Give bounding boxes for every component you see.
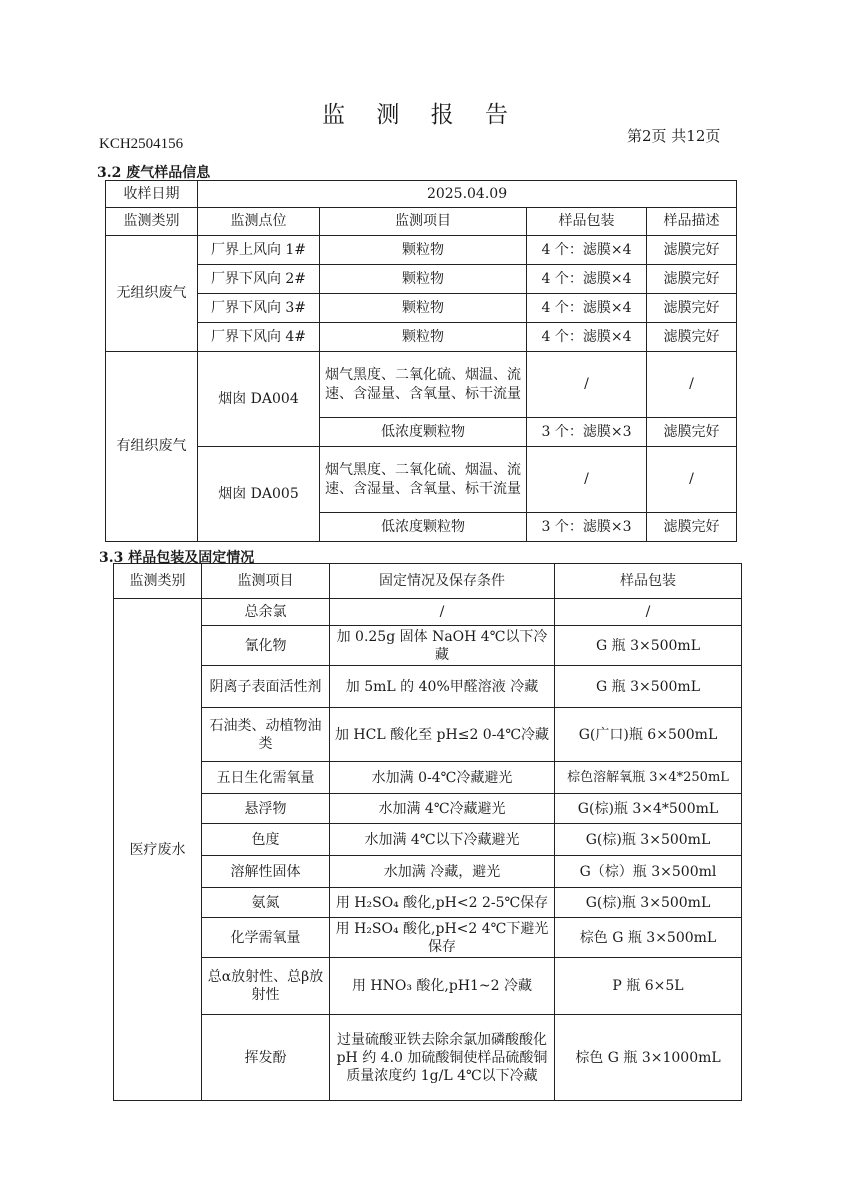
- package-cell: 3 个：滤膜×3: [527, 513, 647, 542]
- item-cell: 氰化物: [202, 626, 330, 666]
- package-cell: G(棕)瓶 3×500mL: [555, 824, 742, 856]
- item-cell: 颗粒物: [320, 294, 527, 323]
- column-header: 样品描述: [647, 208, 737, 236]
- point-cell: 厂界下风向 2#: [198, 265, 320, 294]
- table-row: [114, 918, 742, 958]
- table-header-row: [114, 564, 742, 599]
- package-cell: 棕色 G 瓶 3×1000mL: [555, 1015, 742, 1101]
- table-row: [106, 236, 737, 265]
- item-cell: 低浓度颗粒物: [320, 418, 527, 447]
- item-cell: 总α放射性、总β放射性: [202, 958, 330, 1015]
- package-cell: /: [555, 599, 742, 626]
- package-cell: 4 个：滤膜×4: [527, 323, 647, 352]
- table-row: [114, 599, 742, 626]
- table-row: [106, 265, 737, 294]
- desc-cell: /: [647, 352, 737, 418]
- report-title: 监 测 报 告: [322, 102, 520, 128]
- package-cell: G(棕)瓶 3×500mL: [555, 888, 742, 918]
- package-cell: G 瓶 3×500mL: [555, 666, 742, 708]
- condition-cell: /: [330, 599, 555, 626]
- item-cell: 颗粒物: [320, 265, 527, 294]
- table-row: [114, 824, 742, 856]
- item-cell: 溶解性固体: [202, 856, 330, 888]
- column-header: 监测类别: [114, 564, 202, 599]
- condition-cell: 用 H₂SO₄ 酸化,pH<2 4℃下避光保存: [330, 918, 555, 958]
- item-cell: 阴离子表面活性剂: [202, 666, 330, 708]
- column-header: 样品包装: [527, 208, 647, 236]
- item-cell: 烟气黑度、二氧化硫、烟温、流速、含湿量、含氧量、标干流量: [320, 447, 527, 513]
- package-cell: G(广口)瓶 6×500mL: [555, 708, 742, 762]
- table-row: [106, 352, 737, 418]
- table-row: [114, 856, 742, 888]
- table-row: [114, 666, 742, 708]
- section-title-exhaust-gas: 3.2 废气样品信息: [97, 165, 211, 181]
- table-row: [106, 323, 737, 352]
- condition-cell: 过量硫酸亚铁去除余氯加磷酸酸化 pH 约 4.0 加硫酸铜使样品硫酸铜质量浓度约 1g/L 4℃以下冷藏: [330, 1015, 555, 1101]
- condition-cell: 水加满 0-4℃冷藏避光: [330, 762, 555, 794]
- column-header: 监测点位: [198, 208, 320, 236]
- sample-packaging-table: [113, 563, 742, 1101]
- desc-cell: 滤膜完好: [647, 294, 737, 323]
- condition-cell: 水加满 4℃冷藏避光: [330, 794, 555, 824]
- package-cell: 4 个：滤膜×4: [527, 236, 647, 265]
- item-cell: 烟气黑度、二氧化硫、烟温、流速、含湿量、含氧量、标干流量: [320, 352, 527, 418]
- page-info: 第2页 共12页: [627, 127, 721, 145]
- point-cell: 烟囱 DA005: [198, 447, 320, 542]
- item-cell: 氨氮: [202, 888, 330, 918]
- column-header: 样品包装: [555, 564, 742, 599]
- table-row: [114, 626, 742, 666]
- item-cell: 低浓度颗粒物: [320, 513, 527, 542]
- package-cell: G（棕）瓶 3×500ml: [555, 856, 742, 888]
- item-cell: 颗粒物: [320, 236, 527, 265]
- item-cell: 悬浮物: [202, 794, 330, 824]
- exhaust-gas-sample-table: [105, 180, 737, 542]
- condition-cell: 加 HCL 酸化至 pH≤2 0-4℃冷藏: [330, 708, 555, 762]
- item-cell: 总余氯: [202, 599, 330, 626]
- condition-cell: 用 HNO₃ 酸化,pH1~2 冷藏: [330, 958, 555, 1015]
- desc-cell: /: [647, 447, 737, 513]
- category-cell: 有组织废气: [106, 352, 198, 542]
- table-row: [114, 1015, 742, 1101]
- item-cell: 颗粒物: [320, 323, 527, 352]
- condition-cell: 用 H₂SO₄ 酸化,pH<2 2-5℃保存: [330, 888, 555, 918]
- date-label: 收样日期: [106, 181, 198, 208]
- table-header-row: [106, 208, 737, 236]
- table-row: [106, 181, 737, 208]
- table-row: [114, 708, 742, 762]
- condition-cell: 水加满 4℃以下冷藏避光: [330, 824, 555, 856]
- column-header: 监测类别: [106, 208, 198, 236]
- table-row: [106, 447, 737, 513]
- desc-cell: 滤膜完好: [647, 513, 737, 542]
- package-cell: 棕色 G 瓶 3×500mL: [555, 918, 742, 958]
- item-cell: 石油类、动植物油类: [202, 708, 330, 762]
- table-row: [114, 958, 742, 1015]
- item-cell: 五日生化需氧量: [202, 762, 330, 794]
- column-header: 监测项目: [202, 564, 330, 599]
- condition-cell: 加 0.25g 固体 NaOH 4℃以下冷藏: [330, 626, 555, 666]
- item-cell: 色度: [202, 824, 330, 856]
- package-cell: G(棕)瓶 3×4*500mL: [555, 794, 742, 824]
- column-header: 监测项目: [320, 208, 527, 236]
- item-cell: 挥发酚: [202, 1015, 330, 1101]
- column-header: 固定情况及保存条件: [330, 564, 555, 599]
- point-cell: 厂界下风向 3#: [198, 294, 320, 323]
- package-cell: /: [527, 352, 647, 418]
- package-cell: 3 个：滤膜×3: [527, 418, 647, 447]
- package-cell: 棕色溶解氧瓶 3×4*250mL: [555, 762, 742, 794]
- package-cell: G 瓶 3×500mL: [555, 626, 742, 666]
- desc-cell: 滤膜完好: [647, 236, 737, 265]
- section-title-sample-packaging: 3.3 样品包装及固定情况: [99, 550, 255, 566]
- category-cell: 无组织废气: [106, 236, 198, 352]
- package-cell: 4 个：滤膜×4: [527, 265, 647, 294]
- point-cell: 厂界下风向 4#: [198, 323, 320, 352]
- package-cell: /: [527, 447, 647, 513]
- desc-cell: 滤膜完好: [647, 265, 737, 294]
- table-row: [106, 294, 737, 323]
- point-cell: 厂界上风向 1#: [198, 236, 320, 265]
- desc-cell: 滤膜完好: [647, 323, 737, 352]
- report-number: KCH2504156: [99, 136, 184, 152]
- package-cell: 4 个：滤膜×4: [527, 294, 647, 323]
- desc-cell: 滤膜完好: [647, 418, 737, 447]
- condition-cell: 水加满 冷藏，避光: [330, 856, 555, 888]
- table-row: [114, 888, 742, 918]
- date-value: 2025.04.09: [198, 181, 737, 208]
- item-cell: 化学需氧量: [202, 918, 330, 958]
- condition-cell: 加 5mL 的 40%甲醛溶液 冷藏: [330, 666, 555, 708]
- package-cell: P 瓶 6×5L: [555, 958, 742, 1015]
- category-cell: 医疗废水: [114, 599, 202, 1101]
- table-row: [114, 762, 742, 794]
- table-row: [114, 794, 742, 824]
- point-cell: 烟囱 DA004: [198, 352, 320, 447]
